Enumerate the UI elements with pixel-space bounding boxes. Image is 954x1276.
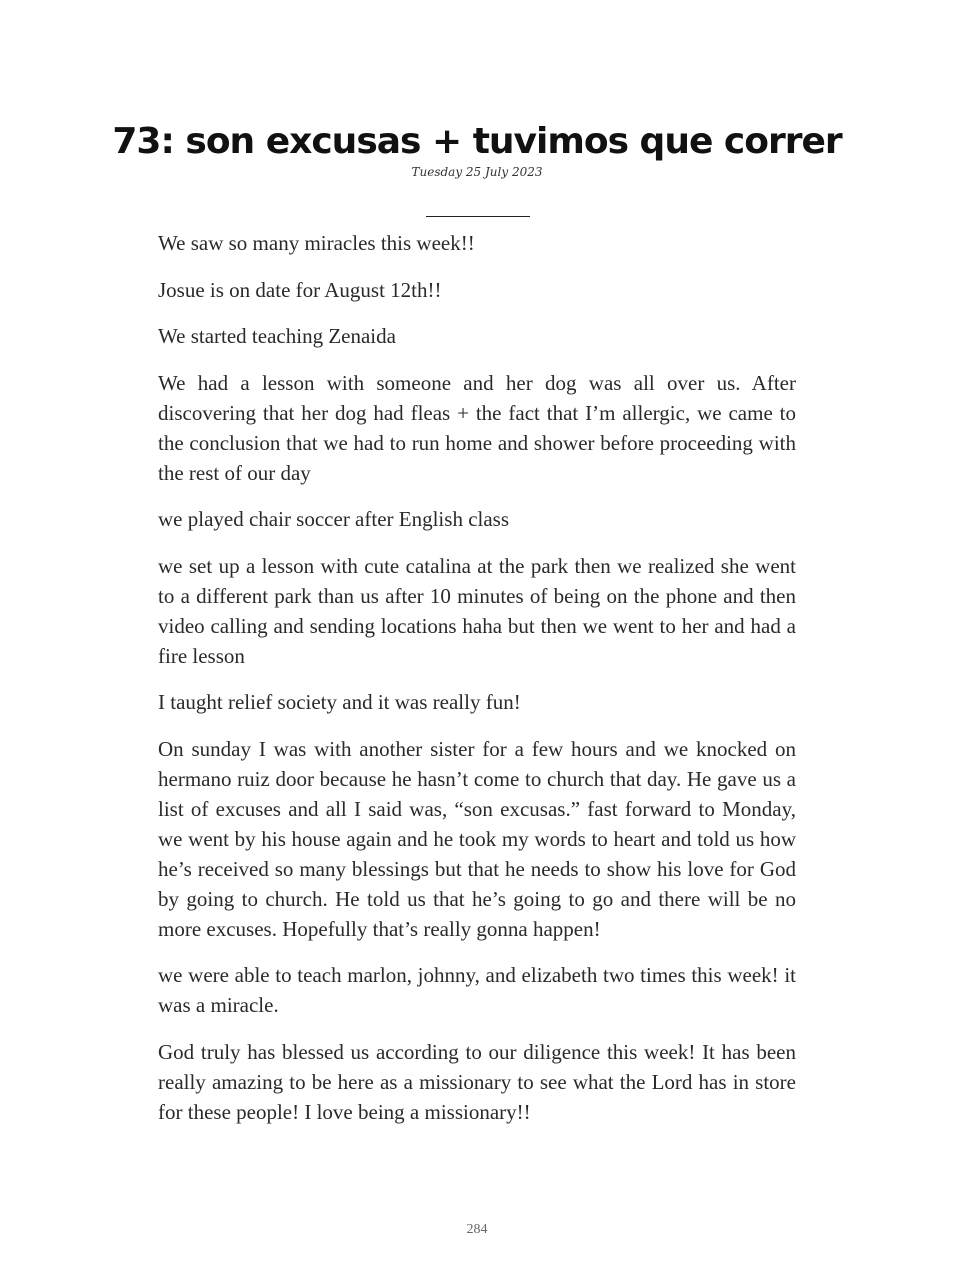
paragraph: I taught relief society and it was really fun! xyxy=(158,690,521,714)
page-title: 73: son excusas + tuvimos que correr xyxy=(112,121,842,162)
entry-date: Tuesday 25 July 2023 xyxy=(411,165,543,179)
title-divider xyxy=(426,216,530,217)
paragraph: We had a lesson with someone and her dog was all over us. After discovering that her dog had fleas + the fact that I’m allergic, we came to the conclusion that we had to run home and shower before proceeding with the rest of our day xyxy=(158,370,796,485)
paragraph: God truly has blessed us according to our diligence this week! It has been really amazing to be here as a missionary to see what the Lord has in store for these people! I love being a missionary!! xyxy=(158,1039,796,1124)
paragraph: We saw so many miracles this week!! xyxy=(158,231,475,255)
page-number: 284 xyxy=(466,1222,488,1237)
paragraph: We started teaching Zenaida xyxy=(158,324,396,348)
paragraph: we set up a lesson with cute catalina at the park then we realized she went to a different park than us after 10 minutes of being on the phone and then video calling and sending locations haha but then we went to her and had a fire lesson xyxy=(158,553,796,668)
paragraph: Josue is on date for August 12th!! xyxy=(158,277,442,302)
entry-body xyxy=(158,228,796,1143)
paragraph: we played chair soccer after English class xyxy=(158,507,510,531)
paragraph: we were able to teach marlon, johnny, and elizabeth two times this week! it was a miracle. xyxy=(158,963,796,1017)
paragraph: On sunday I was with another sister for a few hours and we knocked on hermano ruiz door because he hasn’t come to church that day. He gave us a list of excuses and all I said was, “son excusas.” fast forward to Monday, we went by his house again and he took my words to heart and told us how he’s received so many blessings but that he needs to show his love for God by going to church. He told us that he’s going to go and there will be no more excuses. Hopefully that’s really gonna happen! xyxy=(158,736,796,941)
